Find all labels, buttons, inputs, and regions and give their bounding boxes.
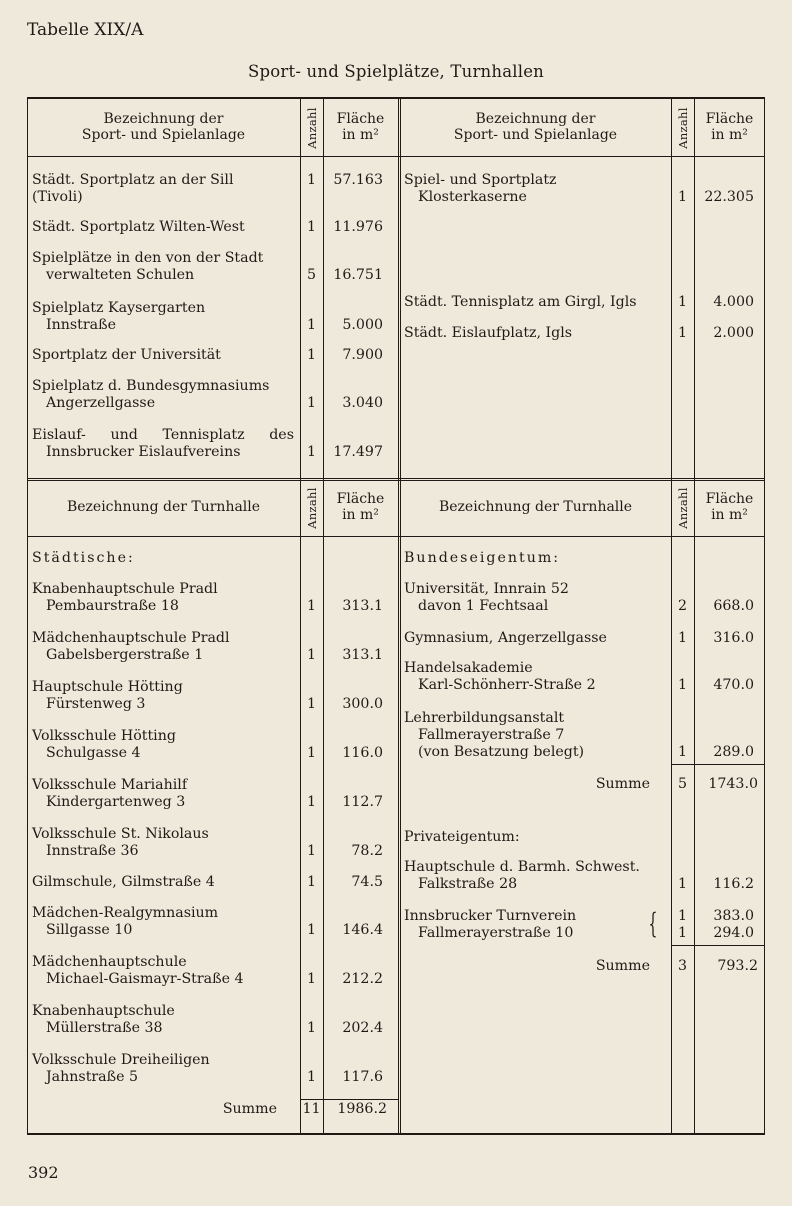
rule-top <box>27 97 765 99</box>
sport-name: Spiel- und Sportplatz Klosterkaserne <box>404 172 557 205</box>
sport-flaeche: 22.305 <box>704 189 754 205</box>
turnhalle-flaeche: 74.5 <box>351 874 383 890</box>
rule-col3b <box>400 97 401 1135</box>
turnhalle-flaeche: 470.0 <box>713 677 754 693</box>
turnhalle-name: Hauptschule d. Barmh. Schwest. Falkstraße 28 <box>404 859 640 892</box>
table-reference: Tabelle XIX/A <box>27 20 144 40</box>
sport-anzahl: 1 <box>306 317 317 333</box>
header-turnhalle-right: Bezeichnung der Turnhalle <box>438 499 633 515</box>
turnhalle-anzahl: 1 <box>306 843 317 859</box>
turnhalle-flaeche: 116.0 <box>342 745 383 761</box>
turnhalle-name: Mädchenhauptschule Pradl Gabelsbergerstraße 1 <box>32 630 230 663</box>
turnhalle-anzahl: 1 <box>306 971 317 987</box>
sport-anzahl: 1 <box>306 395 317 411</box>
sport-name: Sportplatz der Universität <box>32 347 221 363</box>
turnhalle-name: Volksschule Mariahilf Kindergartenweg 3 <box>32 777 188 810</box>
turnhalle-flaeche: 316.0 <box>713 630 754 646</box>
turnhalle-anzahl: 1 <box>306 874 317 890</box>
sport-name: Eislauf- und Tennisplatz des Innsbrucker Eislaufvereins <box>32 427 294 460</box>
sport-name: Städt. Sportplatz an der Sill (Tivoli) <box>32 172 234 205</box>
sport-name: Städt. Eislaufplatz, Igls <box>404 325 573 341</box>
sport-anzahl: 1 <box>677 294 688 310</box>
turnhalle-anzahl: 1 <box>677 677 688 693</box>
turnhalle-name: Volksschule Hötting Schulgasse 4 <box>32 728 176 761</box>
sport-name: Spielplätze in den von der Stadt verwalteten Schulen <box>32 250 264 283</box>
sport-name: Städt. Tennisplatz am Girgl, Igls <box>404 294 637 310</box>
turnhalle-name: Volksschule Dreiheiligen Jahnstraße 5 <box>32 1052 210 1085</box>
turnhalle-name: Gilmschule, Gilmstraße 4 <box>32 874 215 890</box>
turnhalle-flaeche: 383.0 <box>713 908 754 924</box>
sport-flaeche: 11.976 <box>333 219 383 235</box>
sport-anzahl: 5 <box>306 267 317 283</box>
turnhalle-name: Lehrerbildungsanstalt Fallmerayerstraße 7 (von Besatzung belegt) <box>404 710 585 760</box>
turnhalle-anzahl: 1 <box>677 876 688 892</box>
sport-name: Spielplatz d. Bundesgymnasiums Angerzellgasse <box>32 378 270 411</box>
sport-flaeche: 2.000 <box>713 325 754 341</box>
rule-bottom <box>27 1133 765 1135</box>
sport-anzahl: 1 <box>306 444 317 460</box>
header-flaeche-left-2: Fläche in m² <box>336 491 385 523</box>
turnhalle-anzahl: 1 <box>306 696 317 712</box>
sum-anzahl: 3 <box>677 958 688 974</box>
sum-flaeche: 793.2 <box>717 958 758 974</box>
turnhalle-flaeche: 289.0 <box>713 744 754 760</box>
turnhalle-flaeche: 313.1 <box>342 598 383 614</box>
rule-sum1-anzahl <box>671 764 694 765</box>
header-flaeche-right: Fläche in m² <box>705 111 754 143</box>
turnhalle-anzahl: 1 <box>306 647 317 663</box>
header-bezeichnung-right: Bezeichnung der Sport- und Spielanlage <box>453 111 618 143</box>
rule-sum-anzahl <box>300 1099 323 1100</box>
turnhalle-flaeche: 668.0 <box>713 598 754 614</box>
sum-label: Summe <box>222 1101 277 1117</box>
sport-flaeche: 3.040 <box>342 395 383 411</box>
turnhalle-flaeche: 300.0 <box>342 696 383 712</box>
page-number: 392 <box>28 1163 59 1182</box>
turnhalle-anzahl: 1 <box>306 1069 317 1085</box>
turnhalle-anzahl: 1 <box>677 908 688 924</box>
turnhalle-anzahl: 1 <box>306 922 317 938</box>
sport-flaeche: 7.900 <box>342 347 383 363</box>
turnhalle-name: Hauptschule Hötting Fürstenweg 3 <box>32 679 183 712</box>
sport-name: Spielplatz Kaysergarten Innstraße <box>32 300 206 333</box>
rule-sum-flaeche <box>323 1099 398 1100</box>
turnhalle-anzahl: 1 <box>306 598 317 614</box>
sport-anzahl: 1 <box>677 325 688 341</box>
turnhalle-anzahl: 1 <box>306 794 317 810</box>
rule-left <box>27 97 28 1135</box>
turnhalle-name: Innsbrucker Turnverein Fallmerayerstraße 10 <box>404 908 577 941</box>
turnhalle-anzahl: 1 <box>306 745 317 761</box>
turnhalle-flaeche: 117.6 <box>342 1069 383 1085</box>
header-bezeichnung-left: Bezeichnung der Sport- und Spielanlage <box>81 111 246 143</box>
turnhalle-name: Volksschule St. Nikolaus Innstraße 36 <box>32 826 209 859</box>
turnhalle-flaeche: 116.2 <box>713 876 754 892</box>
header-anzahl-left-2: Anzahl <box>305 487 319 529</box>
turnhalle-name: Mädchenhauptschule Michael-Gaismayr-Straße 4 <box>32 954 244 987</box>
rule-sum2-anzahl <box>671 945 694 946</box>
turnhalle-name: Knabenhauptschule Müllerstraße 38 <box>32 1003 175 1036</box>
rule-header-bottom <box>27 156 765 157</box>
header-anzahl-left: Anzahl <box>305 107 319 149</box>
sum-anzahl: 11 <box>302 1101 321 1117</box>
header-anzahl-right-2: Anzahl <box>676 487 690 529</box>
rule-right <box>764 97 765 1135</box>
rule-col3 <box>398 97 399 1135</box>
header-flaeche-left: Fläche in m² <box>336 111 385 143</box>
turnhalle-anzahl: 1 <box>677 630 688 646</box>
sport-anzahl: 1 <box>306 347 317 363</box>
header-flaeche-right-2: Fläche in m² <box>705 491 754 523</box>
section-heading-bundeseigentum: Bundeseigentum: <box>404 550 561 566</box>
sport-name: Städt. Sportplatz Wilten-West <box>32 219 245 235</box>
header-turnhalle-left: Bezeichnung der Turnhalle <box>66 499 261 515</box>
turnhalle-flaeche: 294.0 <box>713 925 754 941</box>
turnhalle-name: Handelsakademie Karl-Schönherr-Straße 2 <box>404 660 596 693</box>
rule-sum1-flaeche <box>694 764 765 765</box>
sum-anzahl: 5 <box>677 776 688 792</box>
sum-label: Summe <box>595 776 650 792</box>
turnhalle-anzahl: 2 <box>677 598 688 614</box>
turnhalle-name: Mädchen-Realgymnasium Sillgasse 10 <box>32 905 219 938</box>
sports-table <box>27 97 765 1135</box>
sport-flaeche: 4.000 <box>713 294 754 310</box>
sum-flaeche: 1743.0 <box>708 776 758 792</box>
sport-flaeche: 16.751 <box>333 267 383 283</box>
turnhalle-name: Knabenhauptschule Pradl Pembaurstraße 18 <box>32 581 218 614</box>
sport-anzahl: 1 <box>306 219 317 235</box>
turnhalle-name: Universität, Innrain 52 davon 1 Fechtsaal <box>404 581 569 614</box>
sum-label: Summe <box>595 958 650 974</box>
sport-flaeche: 17.497 <box>333 444 383 460</box>
turnhalle-flaeche: 112.7 <box>342 794 383 810</box>
left-brace-icon: { <box>648 907 658 940</box>
rule-section-divider <box>27 478 765 479</box>
sum-flaeche: 1986.2 <box>337 1101 387 1117</box>
rule-header2-bottom <box>27 536 765 537</box>
table-title: Sport- und Spielplätze, Turnhallen <box>248 62 544 81</box>
rule-col4 <box>671 97 672 1135</box>
rule-col5 <box>694 97 695 1135</box>
turnhalle-flaeche: 146.4 <box>342 922 383 938</box>
sport-flaeche: 57.163 <box>333 172 383 188</box>
header-anzahl-right: Anzahl <box>676 107 690 149</box>
sport-anzahl: 1 <box>306 172 317 188</box>
sport-flaeche: 5.000 <box>342 317 383 333</box>
rule-section-divider-2 <box>27 480 765 481</box>
turnhalle-flaeche: 78.2 <box>351 843 383 859</box>
section-heading-staedtische: Städtische: <box>32 550 135 566</box>
turnhalle-anzahl: 1 <box>306 1020 317 1036</box>
turnhalle-flaeche: 313.1 <box>342 647 383 663</box>
turnhalle-flaeche: 212.2 <box>342 971 383 987</box>
turnhalle-anzahl: 1 <box>677 744 688 760</box>
section-heading-privateigentum: Privateigentum: <box>404 829 520 845</box>
turnhalle-name: Gymnasium, Angerzellgasse <box>404 630 607 646</box>
turnhalle-anzahl: 1 <box>677 925 688 941</box>
rule-sum2-flaeche <box>694 945 765 946</box>
sport-anzahl: 1 <box>677 189 688 205</box>
turnhalle-flaeche: 202.4 <box>342 1020 383 1036</box>
